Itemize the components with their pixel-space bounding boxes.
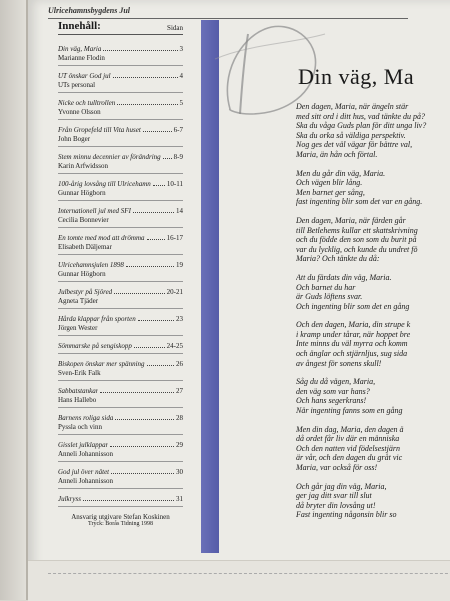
poem-line: Och hans segerkrans! (296, 396, 367, 406)
poem-stanza (296, 273, 448, 311)
toc-item-line (58, 288, 183, 296)
toc-item-author: Gunnar Högborn (58, 270, 106, 278)
toc-item-author: Jörgen Wester (58, 324, 98, 332)
toc-item-author: Cecilia Bonnevier (58, 216, 109, 224)
toc-dot-leader (153, 180, 165, 186)
poem-line: är vår, och den dagen du gråt vic (296, 453, 403, 463)
poem-line: då bryter din lovsång ut! (296, 500, 376, 510)
toc-item-author: Gunnar Högborn (58, 189, 106, 197)
toc-item-title: Sömmarske på sengiskopp (58, 342, 132, 350)
toc-item-title: Stem minnu decennier av förändring (58, 153, 161, 161)
poem-line: Maria, än hån och förtal. (296, 149, 378, 159)
toc-item-line (58, 126, 183, 134)
toc-dot-leader (147, 234, 165, 240)
poem-line: i kramp under tårar, när hoppet bre (296, 329, 411, 339)
article-title: Din väg, Ma (298, 64, 415, 89)
poem-line: Den dagen, Maria, när ängeln stär (296, 102, 409, 111)
toc-item (58, 309, 183, 336)
toc-item-page: 24-25 (166, 342, 183, 350)
toc-item-line (58, 315, 183, 323)
toc-item (58, 39, 183, 66)
poem-line: Den dagen, Maria, när färden går (296, 215, 406, 225)
adjacent-page-edge (0, 0, 28, 600)
poem-line: och du födde den son som du burit på (296, 235, 417, 245)
toc-item (58, 354, 183, 381)
toc-item-page: 14 (176, 207, 183, 215)
toc-dot-leader (126, 261, 174, 267)
toc-item-title: Från Gropefeld till Vita huset (58, 126, 141, 134)
toc-dot-leader (143, 126, 172, 132)
toc-dot-leader (113, 72, 178, 78)
toc-item-line (58, 45, 183, 53)
page-bottom-margin (28, 560, 450, 601)
toc-item (58, 255, 183, 282)
toc-item (58, 435, 183, 462)
toc-item-line (58, 468, 183, 476)
toc-item-title: Nicke och tulltrollen (58, 99, 116, 107)
toc-item-line (58, 387, 183, 395)
toc-footer (58, 513, 183, 527)
toc-item (58, 120, 183, 147)
toc-item-title: UT önskar God jul (58, 72, 111, 80)
poem-line: Men din dag, Maria, den dagen ä (296, 424, 404, 434)
poem-line: Och den natten vid födelsestjärn (296, 443, 400, 453)
toc-item-line (58, 261, 183, 269)
toc-item (58, 489, 183, 507)
toc-item-page: 30 (176, 468, 183, 476)
toc-item-line (58, 495, 183, 503)
toc-item (58, 228, 183, 255)
toc-dot-leader (163, 153, 172, 159)
poem-line: Men du går din väg, Maria. (296, 168, 386, 178)
poem-stanza (296, 102, 448, 160)
toc-item-page: 10-11 (166, 180, 183, 188)
toc-item-line (58, 441, 183, 449)
toc-item (58, 66, 183, 93)
poem-line: Ska du våga Guds plan för ditt unga liv? (296, 121, 427, 131)
toc-item-page: 19 (176, 261, 183, 269)
toc-item-title: God jul över nätet (58, 468, 110, 476)
poem-line: Fast ingenting någonsin blir so (296, 510, 397, 520)
toc-item-page: 31 (176, 495, 183, 503)
publisher-credit: Ansvarig utgivare Stefan Koskinen (71, 513, 170, 521)
poem-stanza (296, 425, 448, 473)
toc-item-title: Julkryss (58, 495, 81, 503)
toc-item-line (58, 360, 183, 368)
poem-line: är Guds löftens svar. (296, 292, 363, 302)
toc-dot-leader (134, 342, 165, 348)
toc-item-page: 8-9 (173, 153, 183, 161)
poem-stanza (296, 216, 448, 264)
poem-line: med sitt ord i ditt hus, vad tänkte du på? (296, 111, 426, 121)
toc-item-title: Ulricehamnsjulen 1898 (58, 261, 124, 269)
poem-line: Och vägen blir lång. (296, 178, 363, 188)
poem-line: Nog ges det väl vägar för bättre val, (296, 140, 413, 150)
toc-item-title: Sabbatstankar (58, 387, 99, 395)
poem-stanza (296, 320, 448, 368)
poem-line: Men barnet ger sång, (296, 187, 365, 197)
toc-item-line (58, 207, 183, 215)
toc-item-author: Yvonne Olsson (58, 108, 101, 116)
toc-item-line (58, 342, 183, 350)
poem-line: var du lycklig, och kunde du undret fö (296, 244, 418, 254)
toc-item-author: Pyssla och vinn (58, 423, 102, 431)
toc-item-line (58, 99, 183, 107)
toc-dot-leader (83, 495, 174, 501)
toc-item-title: Internationell jul med SFI (58, 207, 131, 215)
toc-item-title: Din väg, Maria (58, 45, 102, 53)
toc-dot-leader (103, 45, 177, 51)
toc-dot-leader (114, 288, 164, 294)
toc-title: Innehåll: (58, 20, 101, 32)
toc-item (58, 462, 183, 489)
toc-dot-leader (115, 414, 174, 420)
dashed-rule (48, 573, 450, 574)
toc-item (58, 408, 183, 435)
poem-line: Såg du då vägen, Maria, (296, 377, 376, 387)
toc-item-line (58, 153, 183, 161)
print-credit: Tryck: Borås Tidning 1998 (88, 521, 153, 527)
poem-line: Och ingenting blir som det en gång (296, 301, 410, 311)
toc-item-title: 100-årig lovsång till Ulricehamn (58, 180, 151, 188)
toc-dot-leader (138, 315, 174, 321)
toc-dot-leader (133, 207, 174, 213)
toc-dot-leader (111, 468, 174, 474)
paper-title: Ulricehamnsbygdens Jul (48, 6, 131, 15)
toc-item-page: 20-21 (166, 288, 183, 296)
toc-page-label: Sidan (167, 24, 183, 32)
toc-item-page: 29 (176, 441, 183, 449)
poem-line: Maria, var också för oss! (296, 463, 378, 472)
table-of-contents (58, 20, 183, 560)
toc-item-author: Anneli Johannisson (58, 450, 114, 458)
poem-line: och änglar och stjärnljus, sug sida (296, 349, 408, 359)
poem-line: Inte minns du väl myrra och komm (296, 339, 408, 349)
poem-line: av ångest för sonens skull! (296, 358, 382, 368)
toc-dot-leader (147, 360, 174, 366)
poem-line: Att du färdats din väg, Maria. (296, 272, 392, 282)
poem-stanza (296, 377, 448, 415)
poem-line: den väg som var hans? (296, 386, 370, 396)
toc-item (58, 147, 183, 174)
toc-item-line (58, 180, 183, 188)
toc-item-line (58, 234, 183, 242)
toc-item-page: 5 (179, 99, 183, 107)
toc-item (58, 282, 183, 309)
toc-item-author: Hans Hallebo (58, 396, 97, 404)
toc-item-author: Elisabeth Däljemar (58, 243, 112, 251)
toc-item (58, 93, 183, 120)
toc-item-author: John Boger (58, 135, 91, 143)
poem-stanza (296, 169, 448, 207)
toc-item-title: Biskopen önskar mer spänning (58, 360, 145, 368)
toc-item-line (58, 72, 183, 80)
poem-line: Och den dagen, Maria, din strupe k (296, 320, 411, 330)
toc-header (58, 20, 183, 35)
poem-line: till Betlehems kullar ett skattskrivning (296, 225, 418, 235)
toc-item-title: En tomte med mod att drömma (58, 234, 145, 242)
poem-stanza (296, 482, 448, 520)
toc-item-author: Agneta Tjäder (58, 297, 99, 305)
toc-list (58, 39, 183, 507)
toc-item-title: Gisslet julklappar (58, 441, 109, 449)
poem-line: Ska du orka så väldiga perspektiv. (296, 130, 406, 140)
toc-item-title: Julbestyr på Sjöred (58, 288, 113, 296)
toc-item (58, 336, 183, 354)
poem-line: fast ingenting blir som det var en gång. (296, 197, 423, 207)
toc-item (58, 201, 183, 228)
toc-item (58, 174, 183, 201)
toc-dot-leader (117, 99, 177, 105)
toc-item-page: 23 (176, 315, 183, 323)
poem-line: då ordet får liv där en människa (296, 434, 400, 444)
toc-item-page: 27 (176, 387, 183, 395)
poem-line: Maria? Och tänkte du då: (296, 254, 380, 264)
poem-line: När ingenting fanns som en gång (296, 406, 403, 416)
toc-item-author: Anneli Johannisson (58, 477, 114, 485)
toc-item-author: Marianne Flodin (58, 54, 105, 62)
article-poem (296, 102, 448, 552)
toc-item-page: 28 (176, 414, 183, 422)
toc-item-title: Hårda klappar från sporten (58, 315, 136, 323)
poem-line: Och går jag din väg, Maria, (296, 481, 387, 491)
poem-line: Och barnet du har (296, 282, 356, 292)
toc-item-author: Karin Arfwidsson (58, 162, 108, 170)
toc-item (58, 381, 183, 408)
toc-item-title: Barnens roliga sida (58, 414, 114, 422)
toc-item-page: 26 (176, 360, 183, 368)
toc-item-line (58, 414, 183, 422)
toc-item-page: 6-7 (173, 126, 183, 134)
poem-line: ger jag ditt svar till slut (296, 491, 372, 501)
toc-item-page: 16-17 (166, 234, 183, 242)
toc-dot-leader (100, 387, 174, 393)
toc-item-page: 4 (179, 72, 183, 80)
toc-item-page: 3 (179, 45, 183, 53)
toc-dot-leader (110, 441, 174, 447)
toc-item-author: Sven-Erik Falk (58, 369, 101, 377)
toc-item-author: UTs personal (58, 81, 96, 89)
